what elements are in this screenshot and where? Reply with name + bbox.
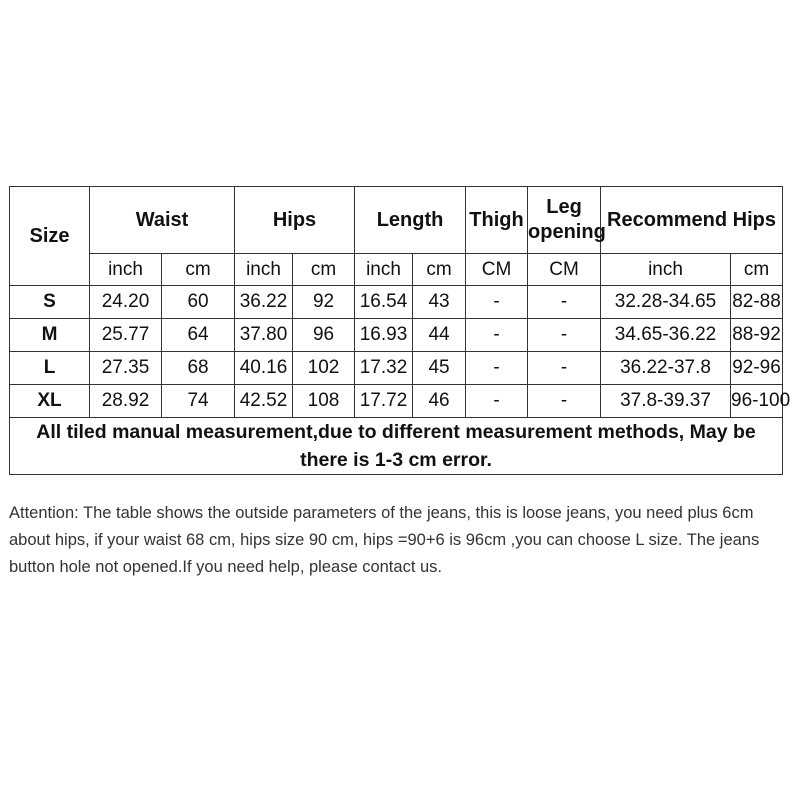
table-cell: 32.28-34.65	[601, 286, 731, 319]
header-leg-opening: Leg opening	[528, 187, 601, 254]
table-cell: 28.92	[90, 385, 162, 418]
table-cell: 42.52	[235, 385, 293, 418]
size-label: XL	[10, 385, 90, 418]
table-cell: 82-88	[731, 286, 783, 319]
table-cell: 45	[413, 352, 466, 385]
header-recommend-hips: Recommend Hips	[601, 187, 783, 254]
unit-cell: cm	[731, 254, 783, 286]
header-length: Length	[355, 187, 466, 254]
size-label: L	[10, 352, 90, 385]
unit-cell: inch	[601, 254, 731, 286]
table-cell: 36.22	[235, 286, 293, 319]
size-label: S	[10, 286, 90, 319]
table-cell: 27.35	[90, 352, 162, 385]
unit-cell: CM	[528, 254, 601, 286]
header-hips: Hips	[235, 187, 355, 254]
table-cell: -	[528, 385, 601, 418]
table-cell: 60	[162, 286, 235, 319]
table-cell: 24.20	[90, 286, 162, 319]
table-cell: 17.72	[355, 385, 413, 418]
table-cell: 40.16	[235, 352, 293, 385]
header-thigh: Thigh	[466, 187, 528, 254]
unit-cell: cm	[293, 254, 355, 286]
table-cell: -	[466, 286, 528, 319]
table-cell: 46	[413, 385, 466, 418]
table-cell: 102	[293, 352, 355, 385]
table-cell: 92-96	[731, 352, 783, 385]
size-chart-table	[9, 186, 791, 475]
header-waist: Waist	[90, 187, 235, 254]
measurement-note: All tiled manual measurement,due to different measurement methods, May be there is 1-3 cm error.	[10, 418, 783, 475]
table-cell: 96	[293, 319, 355, 352]
size-label: M	[10, 319, 90, 352]
table-cell: 43	[413, 286, 466, 319]
unit-cell: inch	[355, 254, 413, 286]
table-cell: 34.65-36.22	[601, 319, 731, 352]
unit-cell: inch	[90, 254, 162, 286]
table-cell: -	[466, 352, 528, 385]
table-cell: -	[466, 319, 528, 352]
unit-cell: CM	[466, 254, 528, 286]
table-cell: 64	[162, 319, 235, 352]
table-cell: 108	[293, 385, 355, 418]
table-cell: -	[528, 352, 601, 385]
unit-cell: cm	[413, 254, 466, 286]
table-cell: 16.54	[355, 286, 413, 319]
table-cell: -	[528, 286, 601, 319]
table-cell: 88-92	[731, 319, 783, 352]
table-cell: 68	[162, 352, 235, 385]
table-cell: -	[466, 385, 528, 418]
table-cell: 37.80	[235, 319, 293, 352]
unit-cell: inch	[235, 254, 293, 286]
header-size: Size	[10, 187, 90, 286]
table-row	[10, 286, 783, 319]
attention-text: Attention: The table shows the outside parameters of the jeans, this is loose jeans, you need plus 6cm about hips, if your waist 68 cm, hips size 90 cm, hips =90+6 is 96cm ,you can choose L size. The jeans button hole not opened.If you need help, please contact us.	[9, 504, 760, 576]
table-cell: 25.77	[90, 319, 162, 352]
table-row	[10, 385, 783, 418]
table-row	[10, 352, 783, 385]
header-row	[10, 187, 783, 254]
table-cell: 96-100	[731, 385, 783, 418]
table-cell: 37.8-39.37	[601, 385, 731, 418]
table-cell: 16.93	[355, 319, 413, 352]
table-cell: 36.22-37.8	[601, 352, 731, 385]
table-row	[10, 319, 783, 352]
table-cell: 74	[162, 385, 235, 418]
table-cell: 17.32	[355, 352, 413, 385]
table-cell: 44	[413, 319, 466, 352]
unit-cell: cm	[162, 254, 235, 286]
note-row	[10, 418, 783, 475]
table-cell: -	[528, 319, 601, 352]
unit-row	[10, 254, 783, 286]
table-cell: 92	[293, 286, 355, 319]
